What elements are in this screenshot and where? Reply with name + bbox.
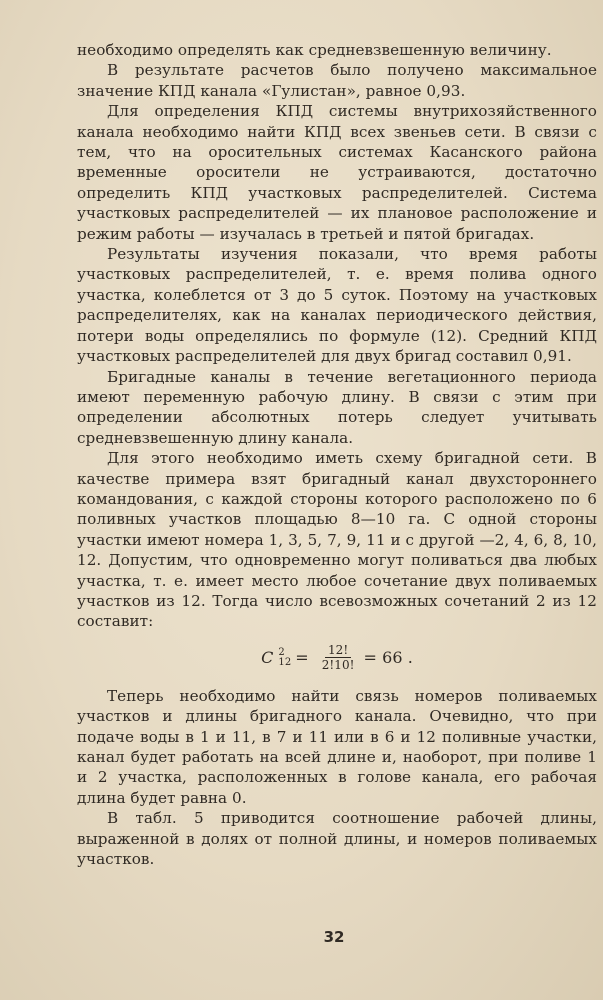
formula-denominator: 2!10!: [321, 658, 355, 673]
paragraph-study-results: Результаты изучения показали, что время работы участковых распределителей, т. е. время полива одного участка, колеблется от 3 до 5 суток. Поэтому на участковых распределителях, как на каналах периодического действия, потери воды определялись по формуле (12). Средний КПД участковых распределителей для двух бригад составил 0,91.: [77, 245, 597, 366]
formula-equals: =: [295, 647, 309, 667]
formula-numerator: 12!: [325, 643, 351, 658]
paragraph-network-efficiency: Для определения КПД системы внутрихозяйственного канала необходимо найти КПД всех звеньев сети. В связи с тем, что на оросительных системах Касанского района временные оросители не устраиваются, достаточно определить КПД участковых распределителей. Система участковых распределителей — их плановое расположение и режим работы — изучалась в третьей и пятой бригадах.: [77, 102, 597, 243]
formula-symbol: C: [261, 647, 274, 667]
formula-subscript: 12: [278, 656, 292, 668]
body-text: [77, 40, 597, 869]
combinations-formula: [77, 634, 597, 682]
paragraph-canal-length: Теперь необходимо найти связь номеров поливаемых участков и длины бригадного канала. Очевидно, что при подаче воды в 1 и 11, в 7 и 11 или в 6 и 12 поливные участки, канал будет работать на всей длине и, наоборот, при поливе 1 и 2 участка, расположенных в голове канала, его рабочая длина будет равна 0.: [77, 686, 597, 807]
formula-indices: [278, 648, 291, 668]
paragraph-brigade-canals: Бригадные каналы в течение вегетационного периода имеют переменную рабочую длину. В связи с этим при определении абсолютных потерь следует учитывать средневзвешенную длину канала.: [77, 367, 597, 447]
formula-superscript: 2: [278, 646, 285, 658]
paragraph-efficiency-result: В результате расчетов было получено максимальное значение КПД канала «Гулистан», равное 0,93.: [77, 61, 597, 100]
paragraph-continuation: необходимо определять как средневзвешенную величину.: [77, 41, 552, 59]
formula-result: = 66 .: [363, 647, 413, 667]
paragraph-table-reference: В табл. 5 приводится соотношение рабочей длины, выраженной в долях от полной длины, и номеров поливаемых участков.: [77, 809, 597, 869]
page-number: 32: [323, 928, 345, 946]
paragraph-brigade-scheme: Для этого необходимо иметь схему бригадной сети. В качестве примера взят бригадный канал двухстороннего командования, с каждой стороны которого расположено по 6 поливных участков площадью 8—10 га. С одной стороны участки имеют номера 1, 3, 5, 7, 9, 11 и с другой —2, 4, 6, 8, 10, 12. Допустим, что одновременно могут поливаться два любых участка, т. е. имеет место любое сочетание двух поливаемых участков из 12. Тогда число всевозможных сочетаний 2 из 12 составит:: [77, 449, 597, 631]
formula-fraction: [319, 643, 358, 672]
